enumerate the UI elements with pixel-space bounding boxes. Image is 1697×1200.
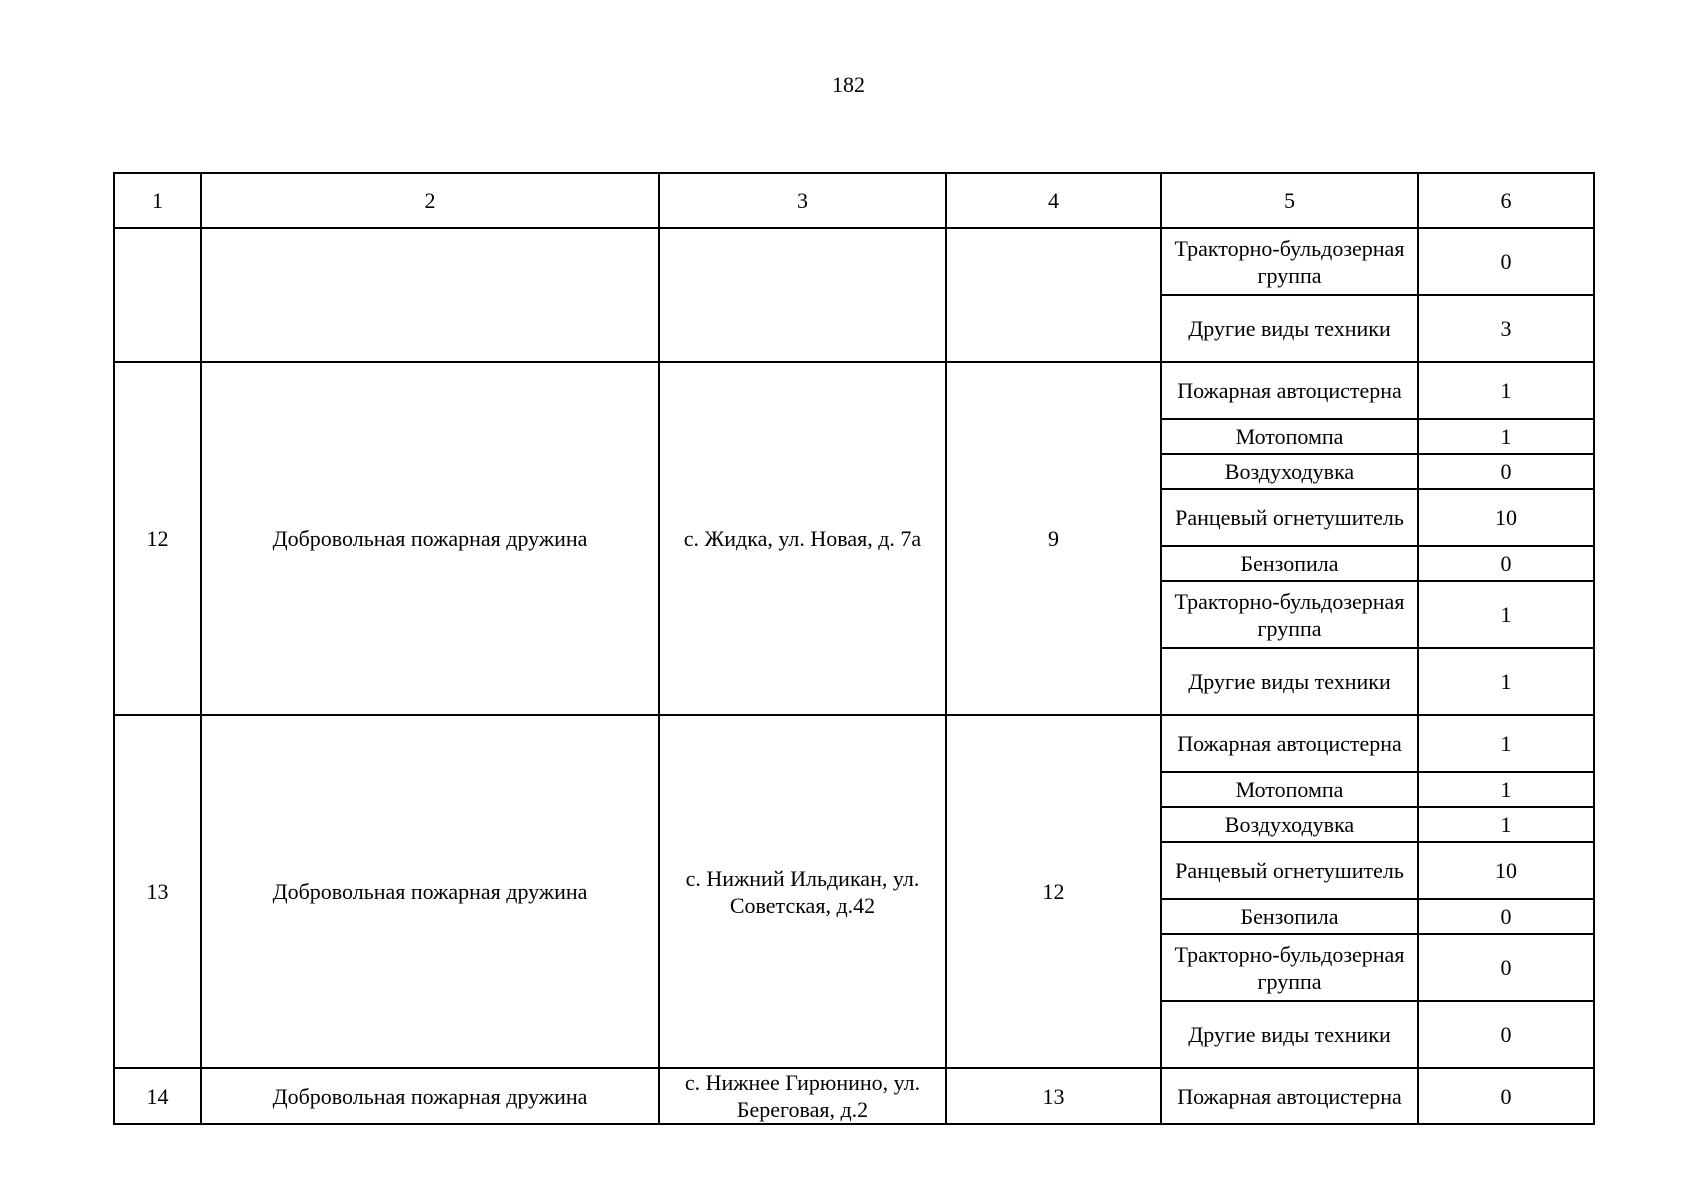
equipment-name: Бензопила xyxy=(1161,546,1418,581)
table-row xyxy=(114,1068,1594,1124)
equipment-name: Пожарная автоцистерна xyxy=(1161,715,1418,772)
table-row xyxy=(114,228,1594,295)
organization-name: Добровольная пожарная дружина xyxy=(201,715,659,1068)
equipment-count: 1 xyxy=(1418,362,1594,419)
continuation-staff-cell xyxy=(946,228,1161,362)
equipment-name: Воздуходувка xyxy=(1161,807,1418,842)
organization-address: с. Нижний Ильдикан, ул. Советская, д.42 xyxy=(659,715,946,1068)
equipment-name: Пожарная автоцистерна xyxy=(1161,362,1418,419)
equipment-count: 0 xyxy=(1418,1068,1594,1124)
staff-count: 13 xyxy=(946,1068,1161,1124)
table-row xyxy=(114,715,1594,772)
organization-name: Добровольная пожарная дружина xyxy=(201,362,659,715)
table-row xyxy=(114,362,1594,419)
continuation-address-cell xyxy=(659,228,946,362)
header-cell-5: 5 xyxy=(1161,173,1418,228)
equipment-count: 0 xyxy=(1418,899,1594,934)
header-cell-6: 6 xyxy=(1418,173,1594,228)
equipment-count: 0 xyxy=(1418,1001,1594,1068)
continuation-num-cell xyxy=(114,228,201,362)
organization-address: с. Жидка, ул. Новая, д. 7а xyxy=(659,362,946,715)
header-row xyxy=(114,173,1594,228)
equipment-count: 1 xyxy=(1418,581,1594,648)
equipment-name: Мотопомпа xyxy=(1161,419,1418,454)
organization-address: с. Нижнее Гирюнино, ул. Береговая, д.2 xyxy=(659,1068,946,1124)
equipment-name: Другие виды техники xyxy=(1161,1001,1418,1068)
equipment-name: Тракторно-бульдозерная группа xyxy=(1161,581,1418,648)
equipment-name: Ранцевый огнетушитель xyxy=(1161,489,1418,546)
equipment-name: Другие виды техники xyxy=(1161,648,1418,715)
header-cell-3: 3 xyxy=(659,173,946,228)
equipment-count: 3 xyxy=(1418,295,1594,362)
staff-count: 9 xyxy=(946,362,1161,715)
equipment-name: Другие виды техники xyxy=(1161,295,1418,362)
equipment-table xyxy=(113,172,1595,1125)
equipment-name: Ранцевый огнетушитель xyxy=(1161,842,1418,899)
equipment-count: 1 xyxy=(1418,772,1594,807)
equipment-count: 0 xyxy=(1418,454,1594,489)
equipment-count: 0 xyxy=(1418,546,1594,581)
equipment-count: 1 xyxy=(1418,715,1594,772)
equipment-name: Тракторно-бульдозерная группа xyxy=(1161,934,1418,1001)
equipment-name: Мотопомпа xyxy=(1161,772,1418,807)
equipment-name: Пожарная автоцистерна xyxy=(1161,1068,1418,1124)
entry-number: 12 xyxy=(114,362,201,715)
organization-name: Добровольная пожарная дружина xyxy=(201,1068,659,1124)
equipment-count: 10 xyxy=(1418,842,1594,899)
equipment-name: Бензопила xyxy=(1161,899,1418,934)
entry-number: 14 xyxy=(114,1068,201,1124)
equipment-count: 0 xyxy=(1418,228,1594,295)
equipment-name: Тракторно-бульдозерная группа xyxy=(1161,228,1418,295)
header-cell-4: 4 xyxy=(946,173,1161,228)
entry-number: 13 xyxy=(114,715,201,1068)
page-number: 182 xyxy=(832,72,865,97)
header-cell-1: 1 xyxy=(114,173,201,228)
continuation-name-cell xyxy=(201,228,659,362)
equipment-name: Воздуходувка xyxy=(1161,454,1418,489)
equipment-count: 0 xyxy=(1418,934,1594,1001)
equipment-count: 10 xyxy=(1418,489,1594,546)
staff-count: 12 xyxy=(946,715,1161,1068)
equipment-count: 1 xyxy=(1418,419,1594,454)
equipment-count: 1 xyxy=(1418,648,1594,715)
equipment-count: 1 xyxy=(1418,807,1594,842)
header-cell-2: 2 xyxy=(201,173,659,228)
